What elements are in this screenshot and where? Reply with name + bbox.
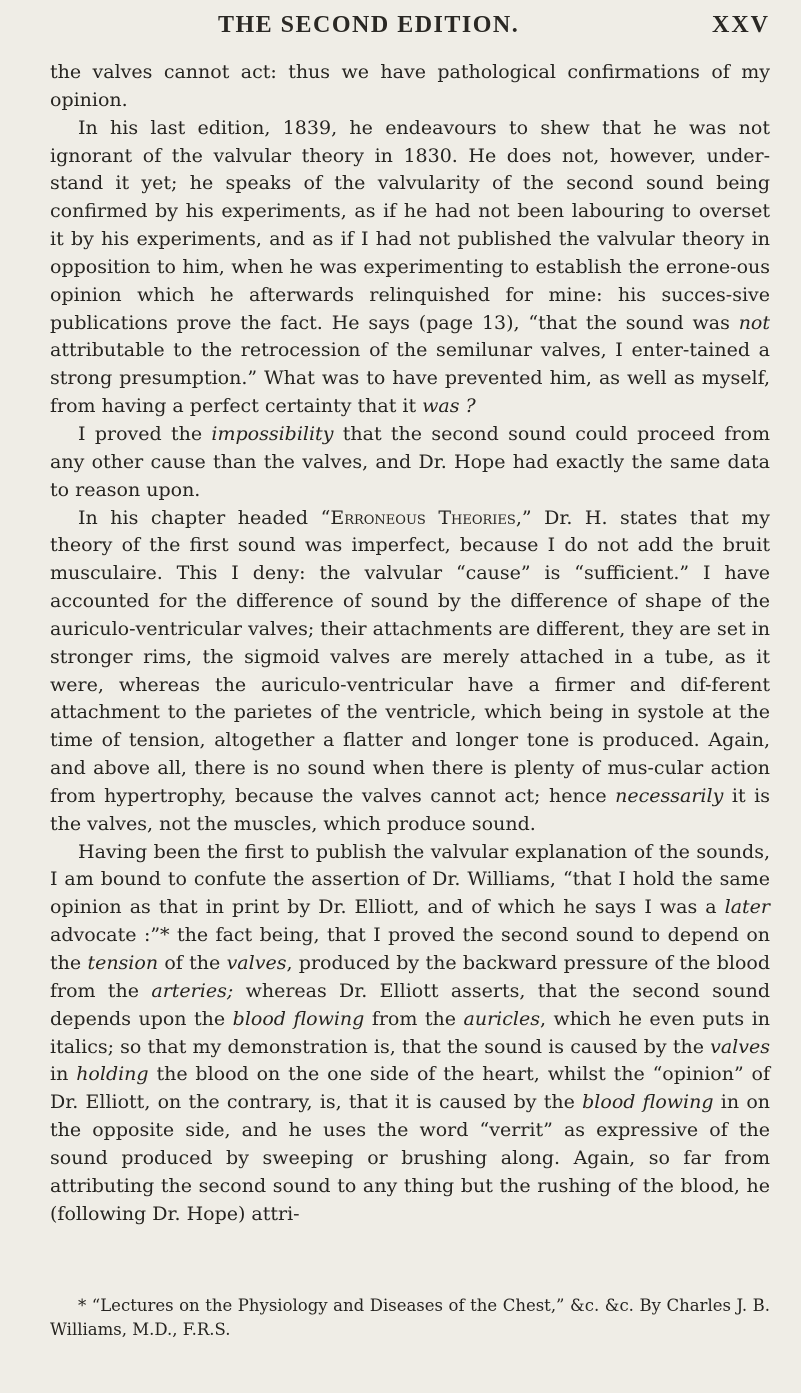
paragraph	[50, 115, 770, 421]
text-run: In his last edition, 1839, he endeavours to shew that he was not ignorant of the valvular theory in 1830. He does not, however, under-stand it yet; he speaks of the valvularity of the second sound being confirmed by his experiments, as if he had not been labouring to overset it by his experiments, and as if I had not published the valvular theory in opposition to him, when he was experimenting to establish the errone-ous opinion which he afterwards relinquished for mine: his succes-sive publications prove the fact. He says (page 13), “that the sound was	[50, 116, 770, 334]
text-run: , which he even puts in italics; so that my demonstration is, that the sound is caused by the	[50, 1007, 771, 1058]
italic-text: blood flowing	[582, 1091, 714, 1114]
italic-text: auricles	[463, 1007, 540, 1030]
text-run: in on the opposite side, and he uses the word “verrit” as expressive of the sound produced by sweeping or brushing along. Again, so far from attributing the second sound to any thing but the rushing of the blood, he (following Dr. Hope) attri-	[50, 1091, 770, 1225]
paragraph	[50, 505, 770, 839]
running-title: THE SECOND EDITION.	[218, 12, 520, 38]
text-run: whereas Dr. Elliott asserts, that the second sound depends upon the	[50, 979, 771, 1030]
italic-text: holding	[76, 1063, 149, 1086]
text-run: Having been the first to publish the valvular explanation of the sounds, I am bound to confute the assertion of Dr. Williams, “that I hold the same opinion as that in print by Dr. Elliott, and of which he says I was a	[50, 840, 770, 919]
text-run: from the	[364, 1007, 464, 1030]
text-run: , produced by the backward pressure of the blood from the	[50, 952, 771, 1002]
italic-text: not	[738, 311, 770, 334]
footnote	[50, 1294, 770, 1342]
italic-text: impossibility	[211, 422, 334, 445]
text-run: it is the valves, not the muscles, which produce sound.	[50, 784, 770, 835]
body-text	[50, 59, 770, 1228]
text-run: I proved the	[78, 422, 212, 445]
text-run: ,” Dr. H. states that my theory of the first sound was imperfect, because I do not add the bruit musculaire. This I deny: the valvular “cause” is “sufficient.” I have accounted for the difference of sound by the difference of shape of the auriculo-ventricular valves; their attachments are different, they are set in stronger rims, the sigmoid valves are merely attached in a tube, as it were, whereas the auriculo-ventricular have a firmer and dif-ferent attachment to the parietes of the ventricle, which being in systole at the time of tension, altogether a flatter and longer tone is produced. Again, and above all, there is no sound when there is plenty of mus-cular action from hypertrophy, because the valves cannot act; hence	[50, 506, 770, 807]
running-head	[100, 12, 770, 42]
paragraph	[50, 59, 770, 115]
text-run: the valves cannot act: thus we have pathological confirmations of my opinion.	[50, 61, 770, 111]
paragraph	[50, 839, 770, 1229]
italic-text: blood flowing	[232, 1007, 365, 1030]
text-run: in	[50, 1063, 77, 1086]
text-run: the blood on the one side of the heart, whilst the “opinion” of Dr. Elliott, on the contrary, is, that it is caused by the	[50, 1063, 771, 1114]
italic-text: later	[724, 896, 770, 919]
footnote-text: * “Lectures on the Physiology and Diseases of the Chest,” &c. &c. By Charles J. B. Williams, M.D., F.R.S.	[50, 1296, 770, 1339]
text-run: that the second sound could proceed from any other cause than the valves, and Dr. Hope had exactly the same data to reason upon.	[50, 422, 770, 501]
italic-text: tension	[87, 952, 159, 974]
italic-text: was ?	[422, 395, 476, 418]
small-caps-heading: Erroneous Theories	[330, 506, 516, 529]
text-run: In his chapter headed “	[78, 506, 331, 529]
text-run: advocate :”* the fact being, that I proved the second sound to depend on the	[50, 924, 770, 974]
page-number: XXV	[712, 12, 770, 38]
text-run: attributable to the retrocession of the semilunar valves, I enter-tained a strong presumption.” What was to have prevented him, as well as myself, from having a perfect certainty that it	[50, 339, 770, 418]
italic-text: valves	[226, 952, 287, 974]
italic-text: necessarily	[615, 784, 724, 807]
italic-text: valves	[710, 1035, 770, 1058]
paragraph	[50, 421, 770, 505]
italic-text: arteries;	[151, 979, 234, 1002]
text-run: of the	[158, 952, 227, 974]
